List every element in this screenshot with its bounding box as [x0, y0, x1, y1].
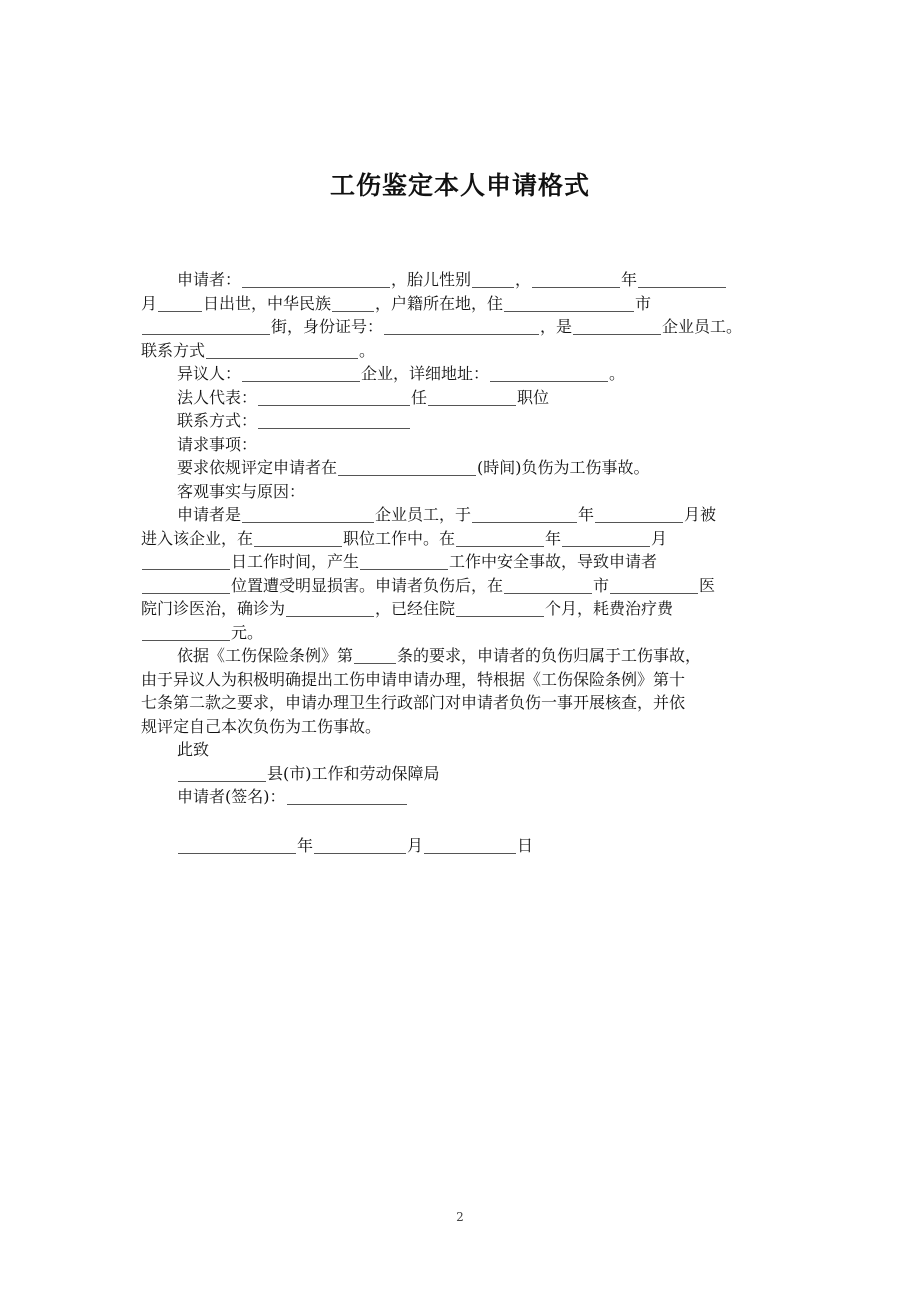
job-position-blank[interactable] — [254, 530, 342, 547]
text: 个月，耗费治疗费 — [545, 599, 674, 618]
request-heading — [141, 433, 781, 457]
applicant-name-blank[interactable] — [242, 271, 390, 288]
respondent-line — [141, 362, 781, 386]
entry-month-blank[interactable] — [595, 506, 683, 523]
birth-year-blank[interactable] — [532, 271, 620, 288]
hospital-blank[interactable] — [610, 577, 698, 594]
facts-line-2 — [141, 527, 781, 551]
text: 七条第二款之要求，申请办理卫生行政部门对申请者负伤一事开展核查，并依 — [141, 693, 686, 712]
text: ，户籍所在地，住 — [375, 293, 504, 313]
text: 申请者(签名)： — [177, 787, 286, 806]
text: 此致 — [177, 740, 210, 759]
text: 月 — [651, 528, 668, 548]
employer-blank[interactable] — [573, 318, 661, 335]
text: 异议人： — [177, 364, 242, 383]
cost-blank[interactable] — [142, 624, 230, 641]
article-number-blank[interactable] — [354, 647, 396, 664]
request-line — [141, 456, 781, 480]
text: 要求依规评定申请者在 — [177, 458, 338, 477]
hospital-city-blank[interactable] — [504, 577, 592, 594]
text: 申请者： — [177, 270, 242, 289]
text: 联系方式 — [141, 340, 206, 360]
legal-rep-line — [141, 386, 781, 410]
text: 客观事实与原因： — [177, 481, 306, 501]
ethnicity-blank[interactable] — [332, 295, 374, 312]
text: 市 — [593, 575, 610, 595]
position-blank[interactable] — [428, 389, 516, 406]
text: ，胎儿性别 — [391, 270, 472, 289]
text: 条的要求，申请者的负伤归属于工伤事故， — [397, 646, 702, 665]
text: 月 — [141, 293, 158, 313]
recipient-line — [141, 762, 781, 786]
text: 日出世，中华民族 — [203, 293, 332, 313]
address-blank[interactable] — [490, 365, 608, 382]
text: 联系方式： — [177, 411, 258, 430]
injury-time-blank[interactable] — [338, 459, 476, 476]
birth-day-blank[interactable] — [158, 295, 202, 312]
text: 。 — [359, 340, 376, 360]
text: 元。 — [231, 622, 264, 642]
contact-line — [141, 339, 781, 363]
text: 请求事项： — [177, 434, 258, 454]
page-number: 2 — [456, 1210, 464, 1224]
text: 进入该企业，在 — [141, 528, 254, 548]
text: 职位工作中。在 — [343, 528, 456, 548]
text: 依据《工伤保险条例》第 — [177, 646, 354, 665]
applicant-line — [141, 268, 781, 292]
respondent-contact-line — [141, 409, 781, 433]
text: (時间)负伤为工伤事故。 — [477, 458, 650, 477]
basis-line-1 — [141, 644, 781, 668]
text: 申请者是 — [177, 505, 242, 524]
residence-blank[interactable] — [504, 295, 634, 312]
text: 位置遭受明显损害。申请者负伤后，在 — [231, 575, 504, 595]
text: 企业员工，于 — [375, 505, 472, 524]
application-body — [141, 268, 781, 857]
text: 工作中安全事故，导致申请者 — [449, 552, 658, 571]
text: 年 — [578, 505, 595, 524]
facts-heading — [141, 480, 781, 504]
text: 企业员工。 — [662, 317, 743, 336]
respondent-contact-blank[interactable] — [258, 412, 410, 429]
text: ， — [515, 270, 532, 289]
text: 法人代表： — [177, 387, 258, 407]
spacer — [141, 809, 781, 834]
birth-month-blank[interactable] — [638, 271, 726, 288]
basis-line-4 — [141, 715, 781, 739]
accident-month-blank[interactable] — [562, 530, 650, 547]
text: 规评定自己本次负伤为工伤事故。 — [141, 716, 382, 736]
text: 年 — [545, 528, 562, 548]
entry-year-blank[interactable] — [472, 506, 577, 523]
text: ，是 — [540, 317, 573, 336]
id-number-blank[interactable] — [384, 318, 539, 335]
company-blank[interactable] — [242, 506, 374, 523]
birth-line — [141, 292, 781, 316]
text: 职位 — [517, 387, 550, 407]
salutation — [141, 738, 781, 762]
date-day-blank[interactable] — [424, 837, 516, 854]
legal-rep-blank[interactable] — [258, 389, 410, 406]
text: 日工作时间，产生 — [231, 552, 360, 571]
respondent-blank[interactable] — [242, 365, 360, 382]
street-blank[interactable] — [142, 318, 270, 335]
basis-line-3 — [141, 691, 781, 715]
signature-line — [141, 785, 781, 809]
text: 日 — [517, 835, 534, 855]
text: 县(市)工作和劳动保障局 — [267, 763, 440, 783]
date-line — [141, 834, 781, 858]
gender-blank[interactable] — [472, 271, 514, 288]
signature-blank[interactable] — [287, 788, 407, 805]
text: 市 — [635, 293, 652, 313]
accident-year-blank[interactable] — [456, 530, 544, 547]
facts-line-4 — [141, 574, 781, 598]
accident-day-blank[interactable] — [142, 553, 230, 570]
text: 企业，详细地址： — [361, 364, 490, 383]
contact-blank[interactable] — [206, 342, 358, 359]
document-title: 工伤鉴定本人申请格式 — [329, 171, 590, 200]
facts-line-5 — [141, 597, 781, 621]
county-blank[interactable] — [178, 765, 266, 782]
date-month-blank[interactable] — [314, 837, 406, 854]
text: ，已经住院 — [375, 599, 456, 618]
diagnosis-blank[interactable] — [286, 600, 374, 617]
text: 任 — [411, 387, 428, 407]
text: 年 — [621, 270, 638, 289]
text: 年 — [297, 835, 314, 855]
text: 院门诊医治，确诊为 — [141, 599, 286, 618]
text: 月 — [407, 835, 424, 855]
facts-line-6 — [141, 621, 781, 645]
text: 由于异议人为积极明确提出工伤申请申请办理，特根据《工伤保险条例》第十 — [141, 669, 686, 689]
id-line — [141, 315, 781, 339]
text: 。 — [609, 364, 626, 383]
text: 医 — [699, 575, 716, 595]
injury-location-blank[interactable] — [142, 577, 230, 594]
date-year-blank[interactable] — [178, 837, 296, 854]
text: 月被 — [684, 505, 717, 524]
facts-line-1 — [141, 503, 781, 527]
facts-line-3 — [141, 550, 781, 574]
basis-line-2 — [141, 668, 781, 692]
accident-type-blank[interactable] — [360, 553, 448, 570]
hospital-months-blank[interactable] — [456, 600, 544, 617]
text: 街，身份证号： — [271, 317, 384, 336]
